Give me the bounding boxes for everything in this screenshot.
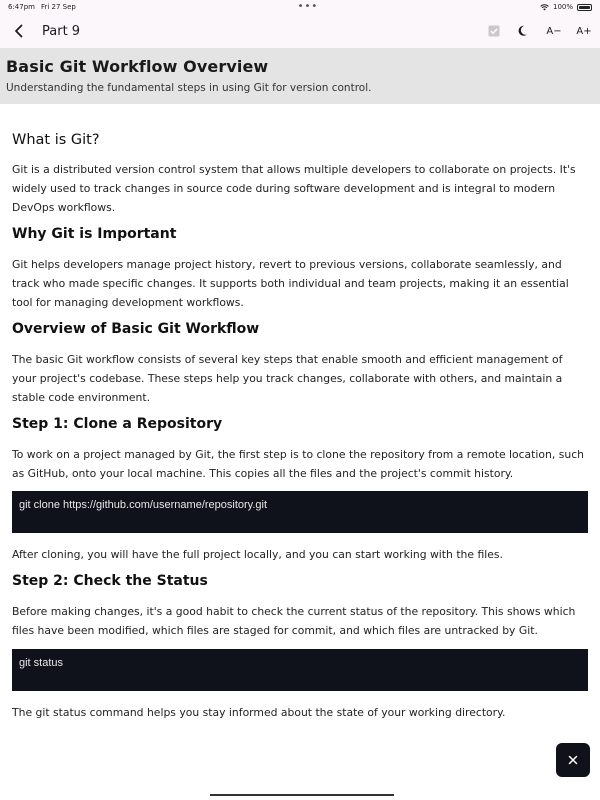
section-text-what-is-git: Git is a distributed version control system that allows multiple developers to collaborate on projects. It's widely used to track changes in source code during software development and is integral to modern DevOps workflows. [12,163,576,214]
status-right [540,3,592,11]
status-date: Fri 27 Sep [40,3,76,11]
topic-header [0,48,600,104]
app-actions [486,20,592,42]
section-heading-why-important: Why Git is Important [12,226,177,242]
section-after-step1: After cloning, you will have the full project locally, and you can start working with the files. [12,548,503,561]
chevron-left-icon [13,24,25,38]
close-button[interactable] [556,743,590,777]
dark-mode-toggle[interactable] [516,20,532,42]
section-text-step1: To work on a project managed by Git, the first step is to clone the repository from a remote location, such as GitHub, onto your local machine. This copies all the files and the project's commit history. [12,448,584,480]
section-text-why-important: Git helps developers manage project history, revert to previous versions, collaborate seamlessly, and track who made specific changes. It supports both individual and team projects, making it an essential tool for managing development workflows. [12,258,569,309]
moon-icon [518,25,530,37]
font-decrease-button[interactable]: A− [546,25,562,37]
article-content [0,132,600,722]
text-selection-underline [210,794,394,796]
code-block-status[interactable]: git status [12,649,588,691]
topic-subtitle: Understanding the fundamental steps in using Git for version control. [6,82,372,94]
topic-title: Basic Git Workflow Overview [6,57,269,76]
battery-fill [579,6,590,9]
multitask-dots[interactable]: ••• [297,1,319,12]
mark-complete-button[interactable] [486,20,502,42]
app-bar [0,14,600,48]
section-heading-step1: Step 1: Clone a Repository [12,416,223,432]
battery-icon [577,4,592,11]
section-text-overview: The basic Git workflow consists of several key steps that enable smooth and efficient management of your project's codebase. These steps help you track changes, collaborate with others, and maintain a stable code environment. [12,353,563,404]
battery-percent: 100% [552,3,573,11]
code-block-clone[interactable]: git clone https://github.com/username/repository.git [12,491,588,533]
page-title: Part 9 [42,23,81,39]
section-heading-what-is-git: What is Git? [12,132,100,148]
close-icon [568,755,578,765]
back-button[interactable] [8,20,30,42]
status-bar [0,0,600,14]
status-left [8,3,76,11]
font-increase-button[interactable]: A+ [576,25,592,37]
section-heading-step2: Step 2: Check the Status [12,573,208,589]
section-heading-overview: Overview of Basic Git Workflow [12,321,260,337]
status-time: 6:47pm [8,3,35,11]
wifi-icon [540,4,549,11]
section-after-step2: The git status command helps you stay informed about the state of your working directory. [12,706,506,719]
checkbox-icon [488,25,500,37]
section-text-step2: Before making changes, it's a good habit to check the current status of the repository. This shows which files have been modified, which files are staged for commit, and which files are untracked by Git. [12,605,576,637]
